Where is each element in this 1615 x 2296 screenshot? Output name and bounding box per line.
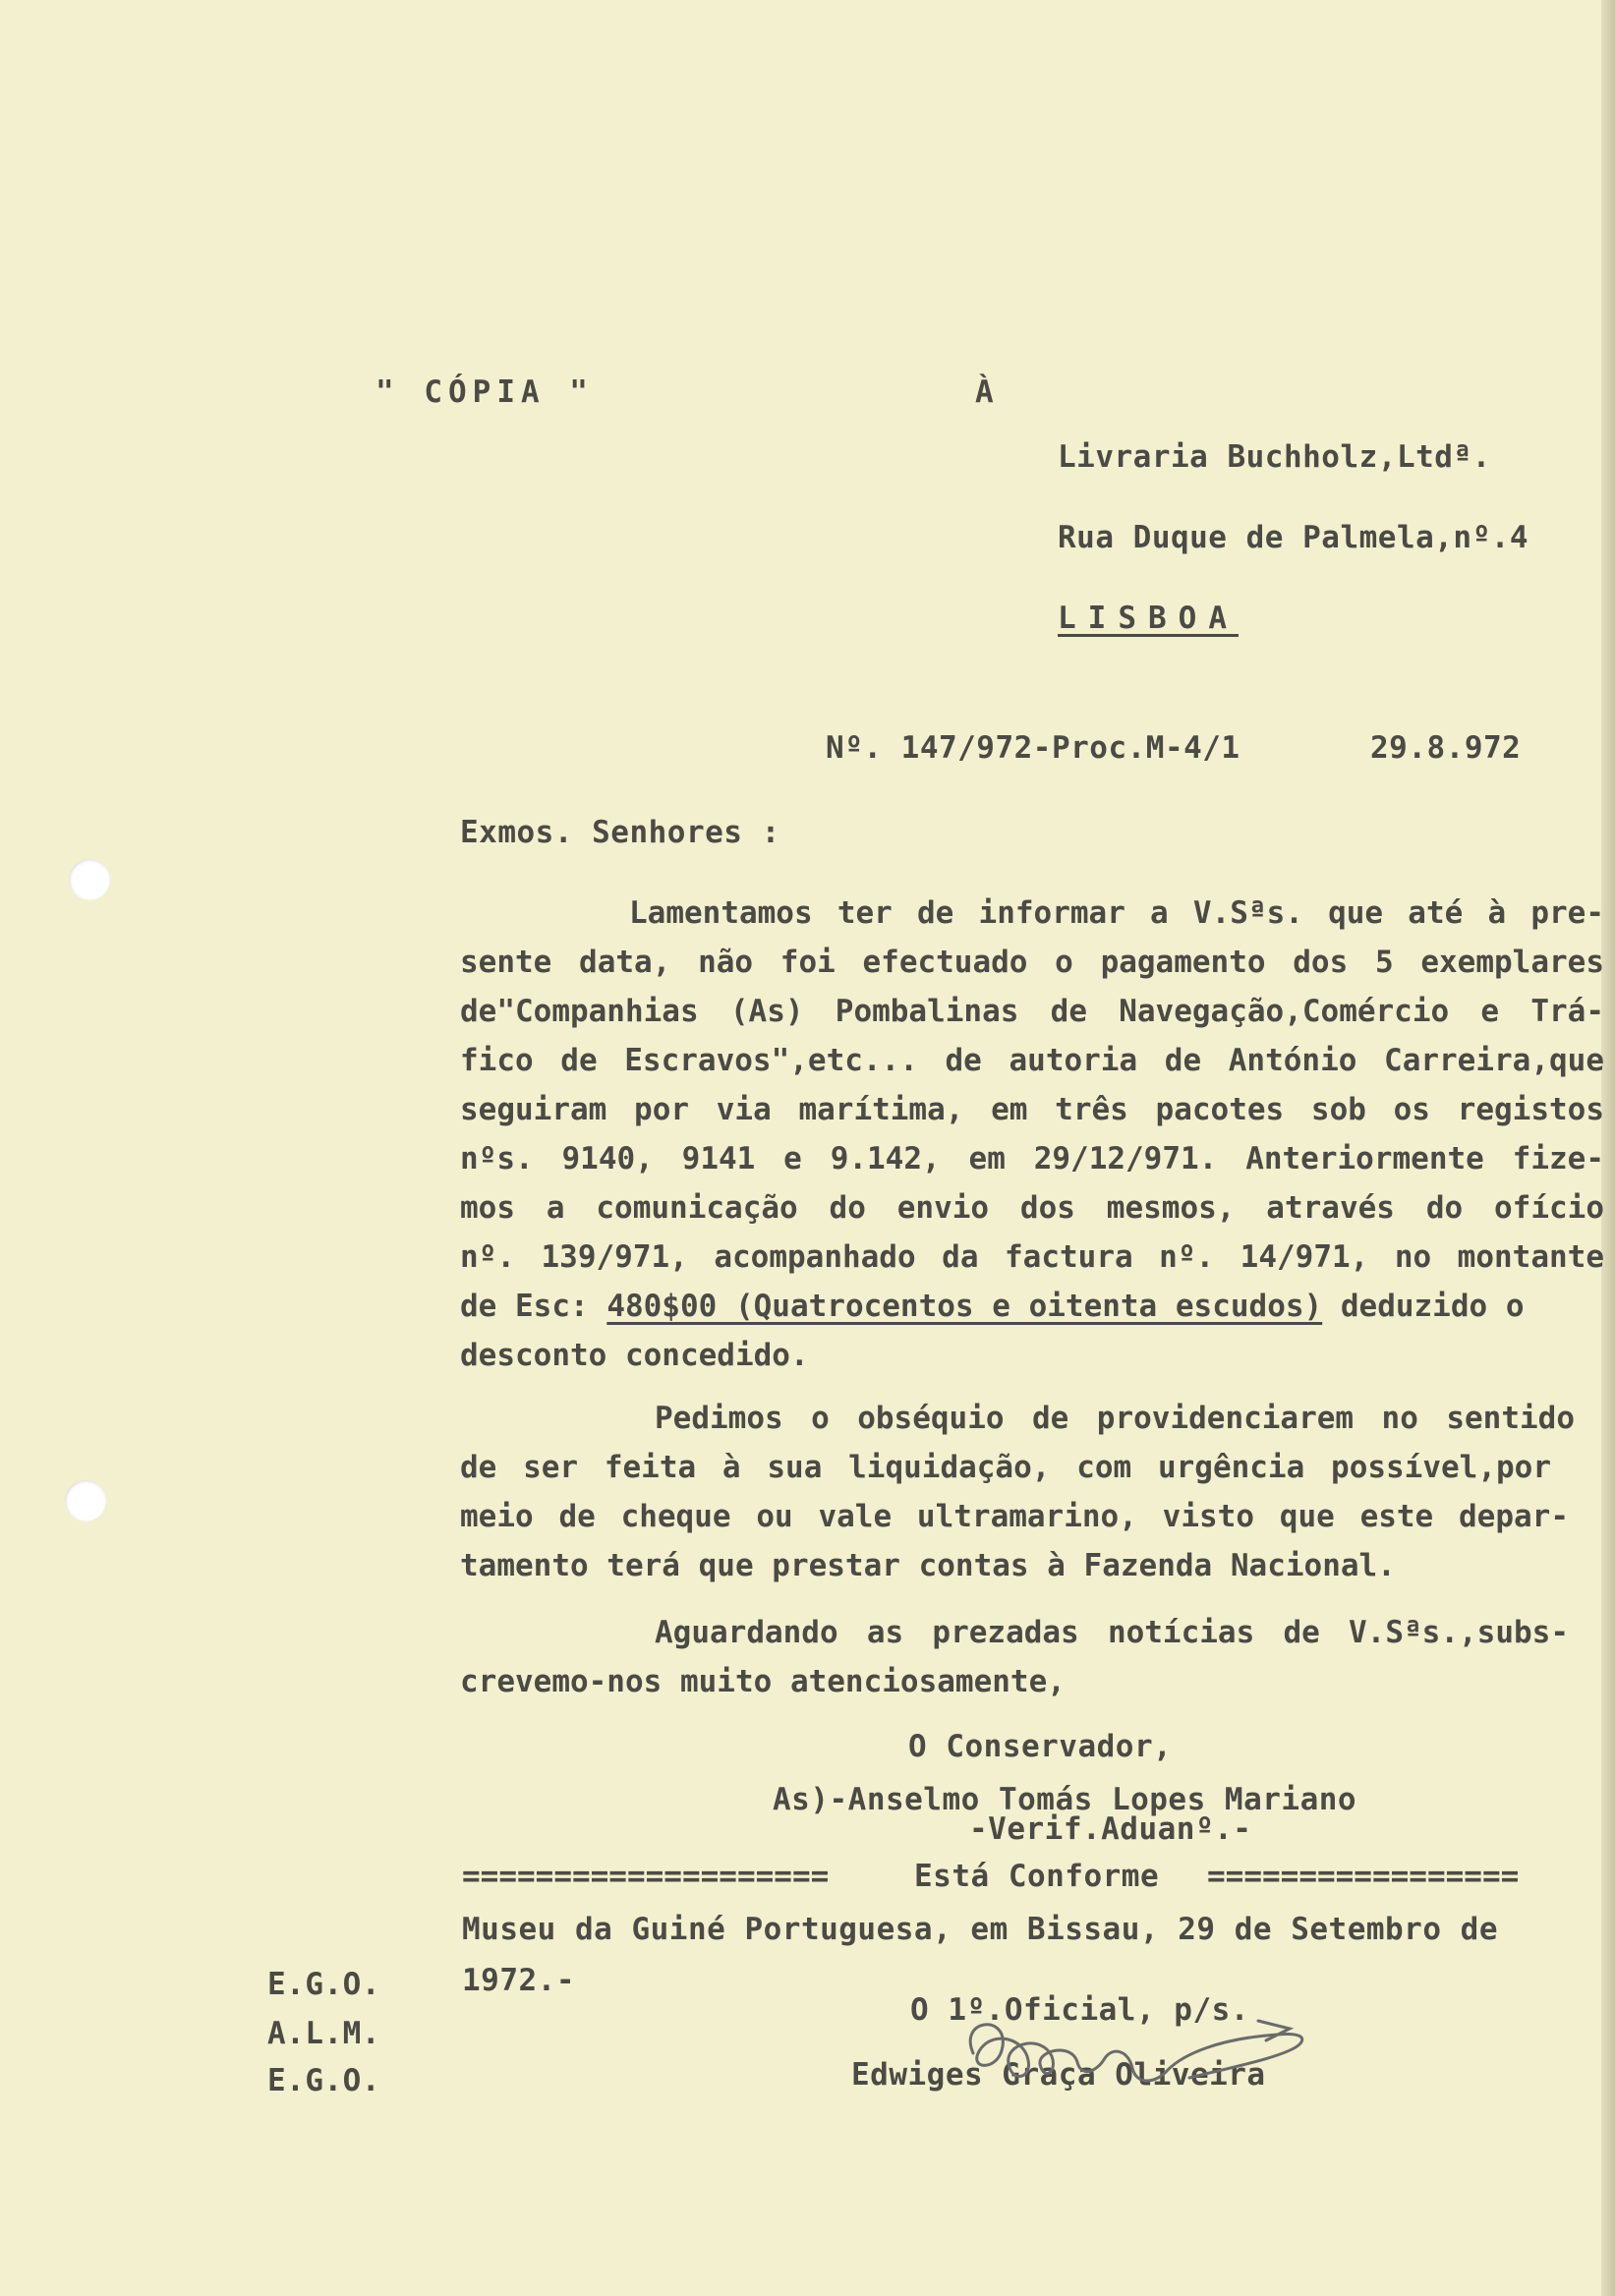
paragraph-1-line: Lamentamos ter de informar a V.Sªs. que até à pre- (629, 895, 1604, 931)
addressee-name: Livraria Buchholz,Ltdª. (1058, 439, 1491, 475)
official-title: O 1º.Oficial, p/s. (910, 1992, 1249, 2028)
to-label: À (975, 374, 995, 410)
closing-signed-role: -Verif.Aduanº.- (969, 1811, 1252, 1847)
paragraph-3-line: crevemo-nos muito atenciosamente, (460, 1664, 1066, 1699)
place-date-line-1: Museu da Guiné Portuguesa, em Bissau, 29 de Setembro de (462, 1912, 1498, 1947)
paragraph-1-last-line: desconto concedido. (460, 1338, 809, 1373)
reference-date: 29.8.972 (1370, 730, 1522, 766)
closing-title: O Conservador, (908, 1729, 1173, 1764)
addressee-street: Rua Duque de Palmela,nº.4 (1058, 520, 1529, 555)
initials-line: E.G.O. (267, 2063, 380, 2098)
salutation: Exmos. Senhores : (460, 815, 780, 850)
initials-line: E.G.O. (267, 1967, 380, 2002)
paragraph-1-amount-line (460, 1289, 1604, 1324)
certification-label: Está Conforme (914, 1859, 1160, 1894)
paragraph-3-line: Aguardando as prezadas notícias de V.Sªs.,subs- (655, 1615, 1569, 1650)
paragraph-1-line: seguiram por via marítima, em três pacotes sob os registos (460, 1092, 1604, 1127)
paragraph-2-line: tamento terá que prestar contas à Fazenda Nacional. (460, 1548, 1396, 1583)
addressee-city: LISBOA (1058, 601, 1239, 636)
certification-separator-left: ==================== (462, 1859, 830, 1894)
certification-separator-right: ================= (1207, 1859, 1520, 1894)
reference-number: Nº. 147/972-Proc.M-4/1 (826, 730, 1240, 766)
punch-hole-bottom (65, 1480, 106, 1521)
paragraph-1-line: de"Companhias (As) Pombalinas de Navegação,Comércio e Trá- (460, 994, 1604, 1029)
official-name: Edwiges Graça Oliveira (851, 2057, 1266, 2093)
amount-suffix: deduzido o (1322, 1289, 1525, 1324)
paragraph-2-line: meio de cheque ou vale ultramarino, visto que este depar- (460, 1499, 1569, 1534)
paragraph-2-line: de ser feita à sua liquidação, com urgência possível,por (460, 1450, 1551, 1485)
place-date-line-2: 1972.- (462, 1963, 575, 1998)
amount-value: 480$00 (Quatrocentos e oitenta escudos) (606, 1289, 1323, 1324)
paragraph-1-line: sente data, não foi efectuado o pagamento dos 5 exemplares (460, 945, 1604, 980)
punch-hole-top (69, 859, 110, 900)
handwritten-signature (904, 1999, 1327, 2107)
paragraph-1-line: nºs. 9140, 9141 e 9.142, em 29/12/971. Anteriormente fize- (460, 1141, 1604, 1177)
paragraph-1-line: nº. 139/971, acompanhado da factura nº. 14/971, no montante (460, 1239, 1604, 1275)
paragraph-2-line: Pedimos o obséquio de providenciarem no sentido (655, 1401, 1575, 1436)
paragraph-1-line: mos a comunicação do envio dos mesmos, através do ofício (460, 1190, 1604, 1226)
closing-signed-name: As)-Anselmo Tomás Lopes Mariano (773, 1782, 1357, 1817)
copy-label: " CÓPIA " (375, 374, 594, 410)
amount-prefix: de Esc: (460, 1289, 607, 1324)
initials-line: A.L.M. (267, 2016, 380, 2051)
paragraph-1-line: fico de Escravos",etc... de autoria de António Carreira,que (460, 1043, 1604, 1078)
